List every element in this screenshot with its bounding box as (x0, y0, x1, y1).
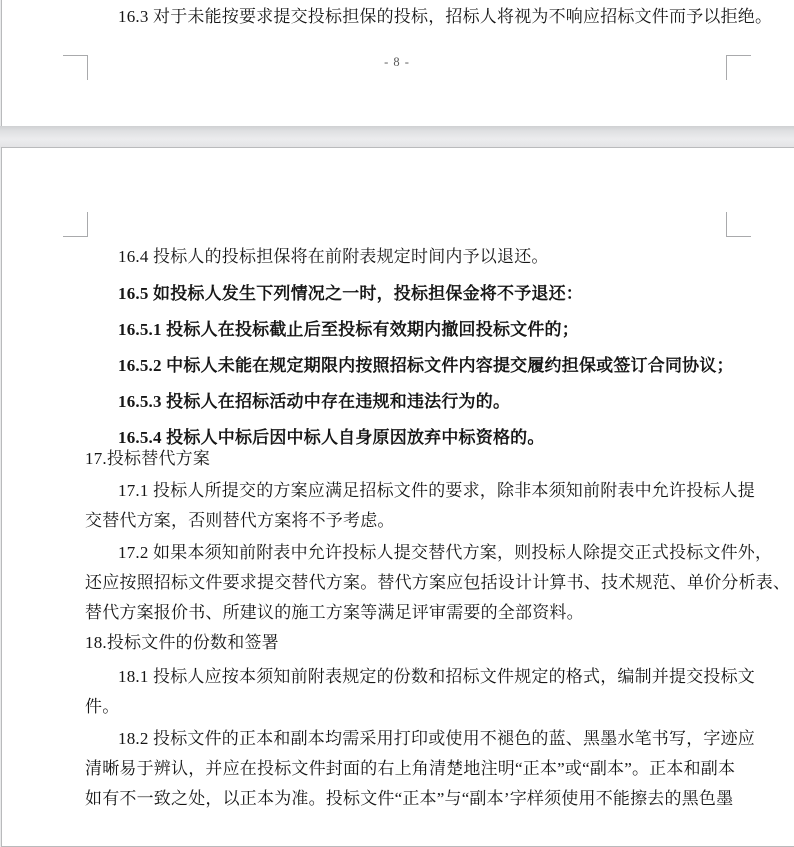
margin-corner-mark-icon (63, 212, 88, 237)
body-text-line: 17.1 投标人所提交的方案应满足招标文件的要求，除非本须知前附表中允许投标人提 (118, 481, 755, 500)
margin-corner-mark-icon (63, 55, 88, 80)
body-text-line: 16.5.1 投标人在投标截止后至投标有效期内撤回投标文件的； (118, 320, 579, 339)
body-text-line: 替代方案报价书、所建议的施工方案等满足评审需要的全部资料。 (85, 603, 584, 622)
page-gap (0, 126, 794, 148)
body-text-line: 16.5.4 投标人中标后因中标人自身原因放弃中标资格的。 (118, 428, 545, 447)
body-text-line: 16.5 如投标人发生下列情况之一时，投标担保金将不予退还： (118, 284, 583, 303)
body-text-line: 18.2 投标文件的正本和副本均需采用打印或使用不褪色的蓝、黑墨水笔书写，字迹应 (118, 729, 755, 748)
margin-corner-mark-icon (726, 212, 751, 237)
body-text-line: 16.5.2 中标人未能在规定期限内按照招标文件内容提交履约担保或签订合同协议； (118, 356, 734, 375)
body-text-line: 17.2 如果本须知前附表中允许投标人提交替代方案，则投标人除提交正式投标文件外， (118, 543, 773, 562)
body-text-line: 16.5.3 投标人在招标活动中存在违规和违法行为的。 (118, 392, 511, 411)
body-text-line: 18.1 投标人应按本须知前附表规定的份数和招标文件规定的格式，编制并提交投标文 (118, 667, 755, 686)
margin-corner-mark-icon (726, 55, 751, 80)
body-text-line: 还应按照招标文件要求提交替代方案。替代方案应包括设计计算书、技术规范、单价分析表、 (85, 573, 791, 592)
body-text-line: 17.投标替代方案 (85, 449, 211, 468)
body-text-line: 如有不一致之处，以正本为准。投标文件“正本”与“副本’字样须使用不能擦去的黑色墨 (85, 789, 734, 808)
body-text-line: 交替代方案，否则替代方案将不予考虑。 (85, 511, 395, 530)
body-text-line: 件。 (85, 697, 120, 716)
body-text-line: 16.4 投标人的投标担保将在前附表规定时间内予以退还。 (118, 247, 549, 266)
body-text-line-16-3: 16.3 对于未能按要求提交投标担保的投标，招标人将视为不响应招标文件而予以拒绝。 (118, 7, 773, 26)
body-text-line: 清晰易于辨认，并应在投标文件封面的右上角清楚地注明“正本”或“副本”。正本和副本 (85, 759, 736, 778)
page-number: - 8 - (384, 55, 410, 69)
body-text-line: 18.投标文件的份数和签署 (85, 633, 279, 652)
